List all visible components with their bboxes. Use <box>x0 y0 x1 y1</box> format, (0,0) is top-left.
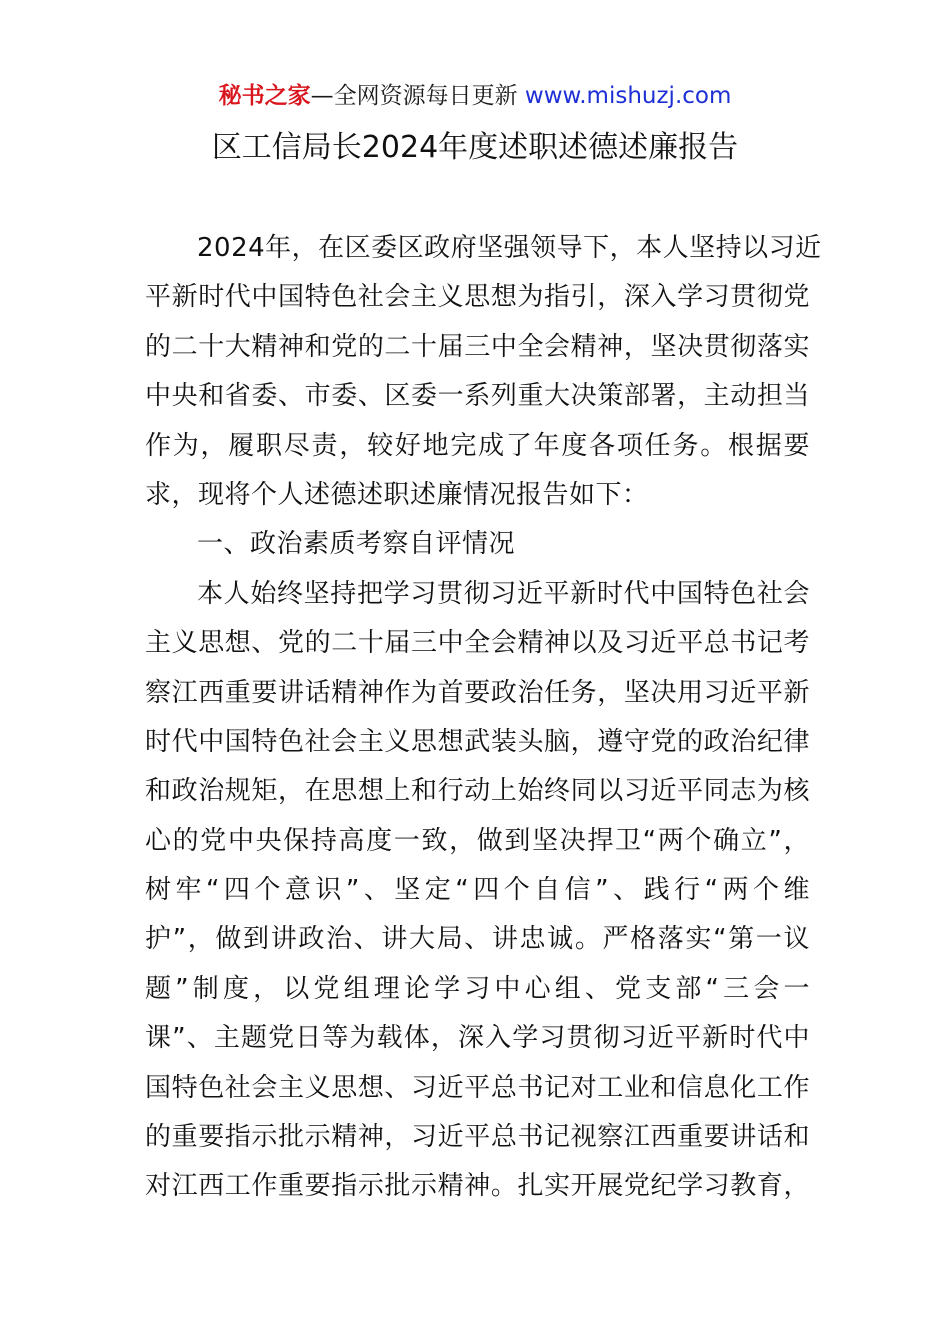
paragraph-line: 对江西工作重要指示批示精神。扎实开展党纪学习教育， <box>145 1171 810 1202</box>
document-title: 区工信局长2024年度述职述德述廉报告 <box>211 130 739 165</box>
document-body <box>145 224 822 1212</box>
paragraph-line: 心的党中央保持高度一致，做到坚决捍卫“两个确立”， <box>145 825 810 856</box>
paragraph-line: 国特色社会主义思想、习近平总书记对工业和信息化工作 <box>145 1072 810 1103</box>
paragraph-line: 主义思想、党的二十届三中全会精神以及习近平总书记考 <box>145 628 810 659</box>
site-header <box>0 80 950 112</box>
paragraph-line: 和政治规矩，在思想上和行动上始终同以习近平同志为核 <box>145 776 810 807</box>
paragraph-line: 题”制度，以党组理论学习中心组、党支部“三会一 <box>145 973 810 1004</box>
site-url[interactable]: www.mishuzj.com <box>524 83 732 109</box>
paragraph-line: 察江西重要讲话精神作为首要政治任务，坚决用习近平新 <box>145 677 810 708</box>
paragraph-line: 中央和省委、市委、区委一系列重大决策部署，主动担当 <box>145 381 810 412</box>
paragraph-line: 时代中国特色社会主义思想武装头脑，遵守党的政治纪律 <box>145 726 810 757</box>
section-heading: 一、政治素质考察自评情况 <box>197 529 516 560</box>
brand-name: 秘书之家 <box>218 83 311 109</box>
paragraph-line: 护”，做到讲政治、讲大局、讲忠诚。严格落实“第一议 <box>145 924 810 955</box>
paragraph-line: 课”、主题党日等为载体，深入学习贯彻习近平新时代中 <box>145 1023 810 1054</box>
paragraph-line: 求，现将个人述德述职述廉情况报告如下： <box>145 479 649 510</box>
paragraph-line: 的二十大精神和党的二十届三中全会精神，坚决贯彻落实 <box>145 331 810 362</box>
paragraph-line: 作为，履职尽责，较好地完成了年度各项任务。根据要 <box>145 430 810 461</box>
paragraph-line: 2024年，在区委区政府坚强领导下，本人坚持以习近 <box>197 233 822 263</box>
paragraph-line: 树牢“四个意识”、坚定“四个自信”、践行“两个维 <box>145 875 810 906</box>
paragraph-line: 平新时代中国特色社会主义思想为指引，深入学习贯彻党 <box>145 282 810 313</box>
paragraph-line: 本人始终坚持把学习贯彻习近平新时代中国特色社会 <box>197 578 810 609</box>
paragraph-line: 的重要指示批示精神，习近平总书记视察江西重要讲话和 <box>145 1122 810 1153</box>
header-tagline: —全网资源每日更新 <box>310 83 525 109</box>
